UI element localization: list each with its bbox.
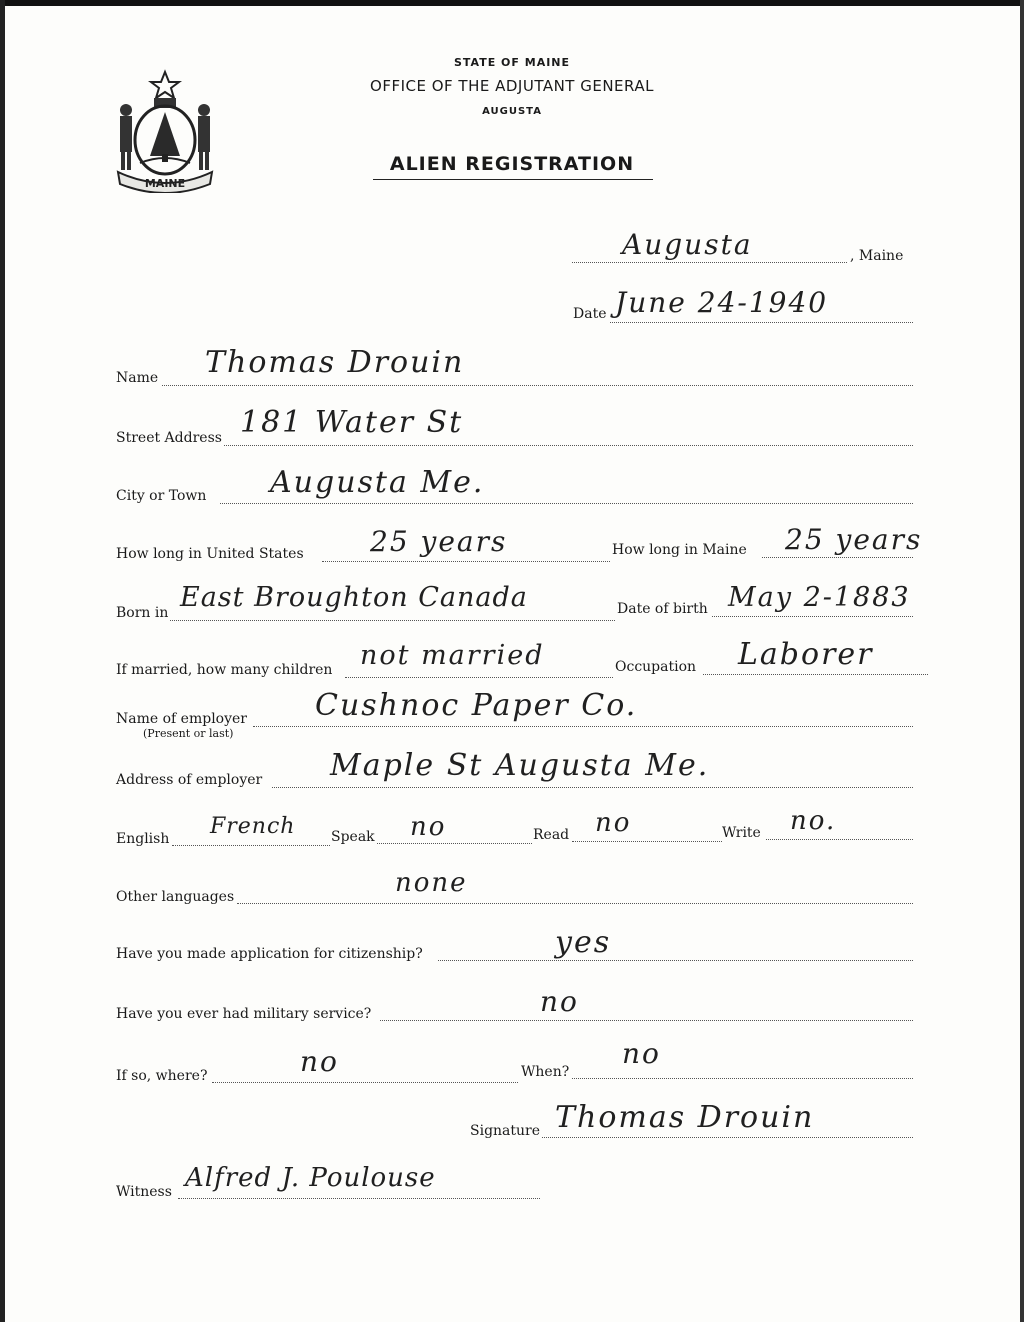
write-line — [766, 839, 913, 840]
witness-value: Alfred J. Poulouse — [185, 1163, 436, 1193]
header-state: STATE OF MAINE — [453, 56, 571, 69]
how-long-us-value: 25 years — [370, 525, 508, 558]
date-of-birth-label: Date of birth — [617, 601, 708, 617]
header-office: OFFICE OF THE ADJUTANT GENERAL — [370, 77, 654, 95]
english-line — [172, 845, 330, 846]
employer-address-label: Address of employer — [116, 772, 263, 788]
how-long-maine-value: 25 years — [785, 523, 923, 556]
how-long-maine-line — [762, 557, 913, 558]
citizenship-line — [438, 960, 913, 961]
occupation-line — [703, 674, 928, 675]
signature-label: Signature — [470, 1123, 541, 1139]
english-value: French — [210, 814, 296, 839]
date-of-birth-line — [712, 616, 913, 617]
born-in-value: East Broughton Canada — [180, 582, 528, 613]
name-label: Name — [116, 370, 159, 386]
where-line — [212, 1082, 518, 1083]
city-label: City or Town — [116, 488, 207, 504]
city-value: Augusta Me. — [270, 465, 485, 500]
where-value: no — [300, 1045, 339, 1078]
where-label: If so, where? — [116, 1068, 208, 1084]
name-value: Thomas Drouin — [205, 345, 465, 380]
how-long-us-label: How long in United States — [116, 546, 304, 562]
date-of-birth-value: May 2-1883 — [728, 582, 911, 613]
street-address-label: Street Address — [116, 430, 222, 446]
employer-name-value: Cushnoc Paper Co. — [315, 688, 638, 723]
write-value: no. — [790, 806, 837, 836]
street-address-line — [224, 445, 913, 446]
how-long-maine-label: How long in Maine — [612, 542, 747, 558]
military-line — [380, 1020, 913, 1021]
date-label: Date — [573, 306, 607, 322]
scan-border-left — [0, 0, 5, 1322]
witness-label: Witness — [116, 1184, 172, 1200]
signature-value: Thomas Drouin — [555, 1100, 815, 1135]
place-value: Augusta — [622, 228, 753, 261]
children-line — [345, 677, 613, 678]
children-label: If married, how many children — [116, 662, 333, 678]
speak-line — [377, 843, 532, 844]
date-line — [610, 322, 913, 323]
occupation-label: Occupation — [615, 659, 697, 675]
employer-name-note: (Present or last) — [143, 727, 234, 740]
employer-name-label: Name of employer — [116, 711, 247, 727]
occupation-value: Laborer — [738, 637, 874, 672]
how-long-us-line — [322, 561, 610, 562]
children-value: not married — [360, 640, 545, 671]
form-title: ALIEN REGISTRATION — [389, 153, 635, 175]
signature-line — [542, 1137, 913, 1138]
born-in-line — [170, 620, 615, 621]
other-languages-label: Other languages — [116, 889, 235, 905]
read-line — [572, 841, 722, 842]
title-underline — [373, 179, 653, 180]
military-value: no — [540, 985, 579, 1018]
date-value: June 24-1940 — [615, 286, 829, 319]
seal-banner-text: MAINE — [144, 177, 186, 190]
street-address-value: 181 Water St — [240, 405, 464, 440]
speak-label: Speak — [331, 829, 375, 845]
when-line — [572, 1078, 913, 1079]
place-line — [572, 262, 847, 263]
other-languages-value: none — [395, 868, 468, 898]
when-value: no — [622, 1037, 661, 1070]
english-label: English — [116, 831, 170, 847]
header-city: AUGUSTA — [482, 106, 542, 117]
born-in-label: Born in — [116, 605, 169, 621]
other-languages-line — [237, 903, 913, 904]
when-label: When? — [521, 1064, 570, 1080]
maine-label: , Maine — [850, 248, 904, 264]
speak-value: no — [410, 812, 447, 842]
write-label: Write — [722, 825, 761, 841]
military-label: Have you ever had military service? — [116, 1006, 372, 1022]
employer-address-line — [272, 787, 913, 788]
read-value: no — [595, 808, 632, 838]
city-line — [220, 503, 913, 504]
name-line — [162, 385, 913, 386]
citizenship-value: yes — [555, 925, 612, 960]
read-label: Read — [533, 827, 570, 843]
employer-address-value: Maple St Augusta Me. — [330, 748, 710, 783]
employer-name-line — [253, 726, 913, 727]
citizenship-label: Have you made application for citizenship? — [116, 946, 423, 962]
scan-border-top — [0, 0, 1024, 6]
scan-border-right — [1020, 0, 1024, 1322]
witness-line — [178, 1198, 540, 1199]
